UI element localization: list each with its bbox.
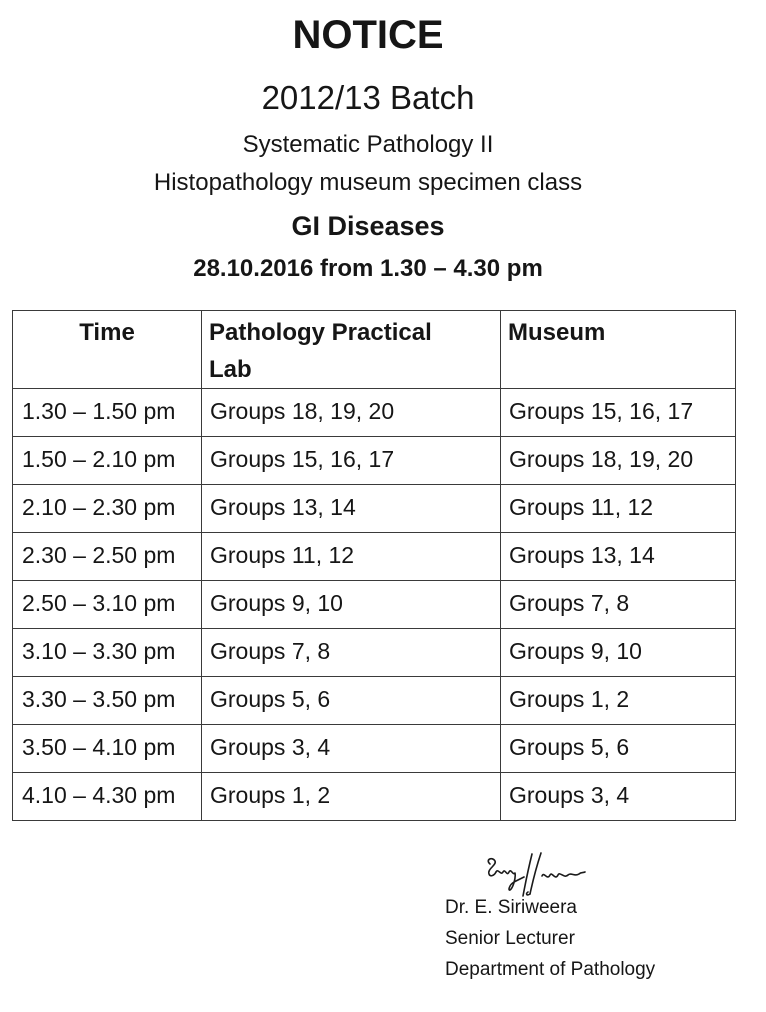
time-cell: 2.50 – 3.10 pm — [13, 581, 202, 629]
museum-cell: Groups 5, 6 — [501, 725, 736, 773]
museum-cell: Groups 3, 4 — [501, 773, 736, 821]
column-header-lab — [202, 311, 501, 389]
museum-cell: Groups 7, 8 — [501, 581, 736, 629]
time-cell: 3.30 – 3.50 pm — [13, 677, 202, 725]
lab-cell: Groups 5, 6 — [202, 677, 501, 725]
time-cell: 3.10 – 3.30 pm — [13, 629, 202, 677]
batch-label: 2012/13 Batch — [261, 79, 475, 116]
lab-cell: Groups 13, 14 — [202, 485, 501, 533]
column-header-lab-label: Pathology Practical Lab — [209, 319, 432, 383]
museum-cell: Groups 15, 16, 17 — [501, 389, 736, 437]
notice-title: NOTICE — [292, 13, 444, 57]
table-row — [13, 485, 736, 533]
lab-cell: Groups 11, 12 — [202, 533, 501, 581]
table-row — [13, 389, 736, 437]
column-header-museum: Museum — [501, 311, 736, 389]
table-row — [13, 725, 736, 773]
signatory-department: Department of Pathology — [445, 959, 656, 980]
class-name: Histopathology museum specimen class — [153, 169, 583, 196]
table-header-row — [13, 311, 736, 389]
time-cell: 1.30 – 1.50 pm — [13, 389, 202, 437]
schedule-table — [12, 310, 736, 821]
museum-cell: Groups 18, 19, 20 — [501, 437, 736, 485]
time-cell: 3.50 – 4.10 pm — [13, 725, 202, 773]
table-row — [13, 581, 736, 629]
table-row — [13, 629, 736, 677]
date-line: 28.10.2016 from 1.30 – 4.30 pm — [193, 255, 543, 282]
lab-cell: Groups 9, 10 — [202, 581, 501, 629]
signatory-block — [445, 892, 655, 985]
signatory-title: Senior Lecturer — [445, 928, 575, 949]
lab-cell: Groups 7, 8 — [202, 629, 501, 677]
lab-cell: Groups 15, 16, 17 — [202, 437, 501, 485]
table-row — [13, 533, 736, 581]
course-name: Systematic Pathology II — [242, 131, 494, 158]
time-cell: 2.10 – 2.30 pm — [13, 485, 202, 533]
lab-cell: Groups 1, 2 — [202, 773, 501, 821]
museum-cell: Groups 13, 14 — [501, 533, 736, 581]
museum-cell: Groups 1, 2 — [501, 677, 736, 725]
time-cell: 2.30 – 2.50 pm — [13, 533, 202, 581]
museum-cell: Groups 11, 12 — [501, 485, 736, 533]
lab-cell: Groups 18, 19, 20 — [202, 389, 501, 437]
lab-cell: Groups 3, 4 — [202, 725, 501, 773]
table-row — [13, 773, 736, 821]
column-header-time: Time — [13, 311, 202, 389]
time-cell: 4.10 – 4.30 pm — [13, 773, 202, 821]
signatory-name: Dr. E. Siriweera — [445, 897, 577, 918]
time-cell: 1.50 – 2.10 pm — [13, 437, 202, 485]
museum-cell: Groups 9, 10 — [501, 629, 736, 677]
topic-heading: GI Diseases — [291, 211, 445, 241]
table-row — [13, 677, 736, 725]
table-row — [13, 437, 736, 485]
